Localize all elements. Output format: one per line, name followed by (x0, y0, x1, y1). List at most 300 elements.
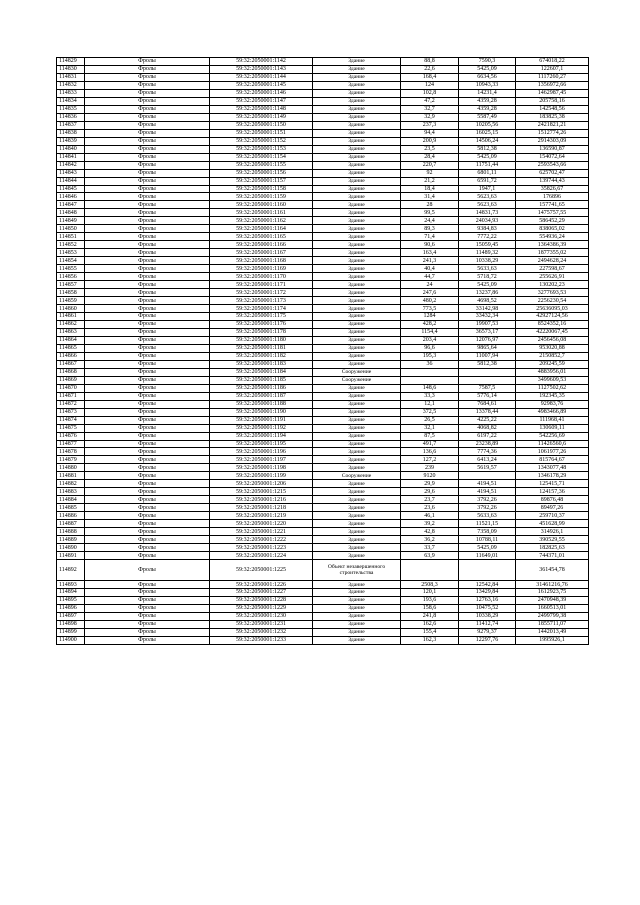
row-number-cell: 114845 (57, 185, 85, 193)
cadastral-value-cell: 3277693,53 (516, 289, 589, 297)
object-type-cell: Здание (313, 440, 401, 448)
settlement-cell: Фролы (85, 161, 210, 169)
object-type-cell: Здание (313, 58, 401, 66)
area-cell: 26,5 (401, 416, 459, 424)
settlement-cell: Фролы (85, 368, 210, 376)
area-cell: 28 (401, 201, 459, 209)
settlement-cell: Фролы (85, 464, 210, 472)
area-cell: 24,4 (401, 217, 459, 225)
object-type-cell: Здание (313, 416, 401, 424)
area-cell: 22,6 (401, 65, 459, 73)
area-cell: 96,6 (401, 344, 459, 352)
settlement-cell: Фролы (85, 320, 210, 328)
unit-cost-cell: 5623,63 (459, 193, 516, 201)
settlement-cell: Фролы (85, 384, 210, 392)
object-type-cell: Здание (313, 536, 401, 544)
row-number-cell: 114862 (57, 320, 85, 328)
cadastral-number-cell: 59:32:2050001:1157 (210, 177, 313, 185)
settlement-cell: Фролы (85, 604, 210, 612)
cadastral-number-cell: 59:32:2050001:1143 (210, 65, 313, 73)
area-cell: 32,9 (401, 113, 459, 121)
settlement-cell: Фролы (85, 589, 210, 597)
settlement-cell: Фролы (85, 193, 210, 201)
object-type-cell: Здание (313, 121, 401, 129)
settlement-cell: Фролы (85, 225, 210, 233)
area-cell: 12,1 (401, 400, 459, 408)
cadastral-value-cell: 1660513,01 (516, 604, 589, 612)
area-cell: 195,3 (401, 352, 459, 360)
settlement-cell: Фролы (85, 360, 210, 368)
settlement-cell: Фролы (85, 416, 210, 424)
object-type-cell: Здание (313, 448, 401, 456)
object-type-cell: Здание (313, 297, 401, 305)
table-row (57, 408, 589, 416)
cadastral-value-cell: 1346178,29 (516, 472, 589, 480)
settlement-cell: Фролы (85, 352, 210, 360)
cadastral-value-cell: 192345,35 (516, 392, 589, 400)
unit-cost-cell: 4194,51 (459, 488, 516, 496)
table-row (57, 360, 589, 368)
settlement-cell: Фролы (85, 129, 210, 137)
row-number-cell: 114843 (57, 169, 85, 177)
object-type-cell: Здание (313, 65, 401, 73)
area-cell: 33,3 (401, 392, 459, 400)
table-row (57, 297, 589, 305)
settlement-cell: Фролы (85, 58, 210, 66)
table-row (57, 536, 589, 544)
settlement-cell: Фролы (85, 289, 210, 297)
row-number-cell: 114890 (57, 544, 85, 552)
cadastral-number-cell: 59:32:2050001:1176 (210, 320, 313, 328)
area-cell: 39,2 (401, 520, 459, 528)
cadastral-number-cell: 59:32:2050001:1149 (210, 113, 313, 121)
settlement-cell: Фролы (85, 620, 210, 628)
unit-cost-cell: 4225,22 (459, 416, 516, 424)
unit-cost-cell: 16025,15 (459, 129, 516, 137)
settlement-cell: Фролы (85, 153, 210, 161)
object-type-cell: Здание (313, 328, 401, 336)
area-cell: 237,3 (401, 121, 459, 129)
object-type-cell: Здание (313, 464, 401, 472)
cadastral-value-cell: 2593543,66 (516, 161, 589, 169)
table-row (57, 432, 589, 440)
table-row (57, 604, 589, 612)
area-cell: 42,8 (401, 528, 459, 536)
cadastral-number-cell: 59:32:2050001:1148 (210, 105, 313, 113)
cadastral-number-cell: 59:32:2050001:1156 (210, 169, 313, 177)
table-row (57, 520, 589, 528)
row-number-cell: 114873 (57, 408, 85, 416)
cadastral-value-cell: 2256230,54 (516, 297, 589, 305)
object-type-cell: Сооружение (313, 472, 401, 480)
table-row (57, 257, 589, 265)
cadastral-number-cell: 59:32:2050001:1180 (210, 336, 313, 344)
object-type-cell: Здание (313, 177, 401, 185)
object-type-cell: Здание (313, 620, 401, 628)
cadastral-value-cell: 1364386,39 (516, 241, 589, 249)
row-number-cell: 114836 (57, 113, 85, 121)
table-row (57, 328, 589, 336)
row-number-cell: 114859 (57, 297, 85, 305)
cadastral-value-cell: 157741,65 (516, 201, 589, 209)
unit-cost-cell: 5812,38 (459, 360, 516, 368)
cadastral-value-cell: 136590,87 (516, 145, 589, 153)
table-row (57, 344, 589, 352)
row-number-cell: 114854 (57, 257, 85, 265)
unit-cost-cell (459, 560, 516, 581)
settlement-cell: Фролы (85, 137, 210, 145)
settlement-cell: Фролы (85, 169, 210, 177)
settlement-cell: Фролы (85, 265, 210, 273)
cadastral-value-cell: 674018,22 (516, 58, 589, 66)
settlement-cell: Фролы (85, 472, 210, 480)
row-number-cell: 114872 (57, 400, 85, 408)
object-type-cell: Здание (313, 241, 401, 249)
object-type-cell: Здание (313, 129, 401, 137)
unit-cost-cell: 5619,57 (459, 464, 516, 472)
table-row (57, 273, 589, 281)
row-number-cell: 114844 (57, 177, 85, 185)
cadastral-value-cell: 154072,64 (516, 153, 589, 161)
cadastral-value-cell: 42927124,56 (516, 313, 589, 321)
area-cell: 148,6 (401, 384, 459, 392)
unit-cost-cell (459, 376, 516, 384)
cadastral-value-cell: 361454,78 (516, 560, 589, 581)
cadastral-number-cell: 59:32:2050001:1206 (210, 480, 313, 488)
cadastral-number-cell: 59:32:2050001:1169 (210, 265, 313, 273)
object-type-cell: Здание (313, 352, 401, 360)
settlement-cell: Фролы (85, 432, 210, 440)
row-number-cell: 114833 (57, 89, 85, 97)
cadastral-number-cell: 59:32:2050001:1165 (210, 233, 313, 241)
area-cell: 23,7 (401, 496, 459, 504)
row-number-cell: 114899 (57, 628, 85, 636)
object-type-cell: Здание (313, 589, 401, 597)
row-number-cell: 114887 (57, 520, 85, 528)
settlement-cell: Фролы (85, 528, 210, 536)
object-type-cell: Здание (313, 281, 401, 289)
row-number-cell: 114888 (57, 528, 85, 536)
object-type-cell: Здание (313, 193, 401, 201)
settlement-cell: Фролы (85, 249, 210, 257)
area-cell: 491,7 (401, 440, 459, 448)
cadastral-number-cell: 59:32:2050001:1154 (210, 153, 313, 161)
row-number-cell: 114841 (57, 153, 85, 161)
area-cell: 23,5 (401, 145, 459, 153)
row-number-cell: 114897 (57, 612, 85, 620)
cadastral-number-cell: 59:32:2050001:1225 (210, 560, 313, 581)
row-number-cell: 114851 (57, 233, 85, 241)
unit-cost-cell: 14831,73 (459, 209, 516, 217)
cadastral-number-cell: 59:32:2050001:1192 (210, 424, 313, 432)
table-row (57, 392, 589, 400)
cadastral-number-cell: 59:32:2050001:1231 (210, 620, 313, 628)
settlement-cell: Фролы (85, 596, 210, 604)
object-type-cell: Здание (313, 289, 401, 297)
cadastral-value-cell: 122607,1 (516, 65, 589, 73)
table-row (57, 352, 589, 360)
object-type-cell: Здание (313, 201, 401, 209)
cadastral-value-cell: 111968,41 (516, 416, 589, 424)
cadastral-value-cell: 1462987,45 (516, 89, 589, 97)
area-cell: 1284 (401, 313, 459, 321)
unit-cost-cell: 6413,24 (459, 456, 516, 464)
settlement-cell: Фролы (85, 392, 210, 400)
table-row (57, 596, 589, 604)
cadastral-number-cell: 59:32:2050001:1233 (210, 636, 313, 644)
unit-cost-cell: 12297,76 (459, 636, 516, 644)
cadastral-value-cell: 625702,47 (516, 169, 589, 177)
table-row (57, 552, 589, 560)
row-number-cell: 114865 (57, 344, 85, 352)
area-cell: 162,3 (401, 636, 459, 644)
unit-cost-cell: 7358,09 (459, 528, 516, 536)
settlement-cell: Фролы (85, 281, 210, 289)
cadastral-value-cell: 815764,67 (516, 456, 589, 464)
area-cell: 1154,4 (401, 328, 459, 336)
cadastral-number-cell: 59:32:2050001:1195 (210, 440, 313, 448)
object-type-cell: Здание (313, 432, 401, 440)
table-row (57, 589, 589, 597)
object-type-cell: Здание (313, 73, 401, 81)
row-number-cell: 114869 (57, 376, 85, 384)
area-cell: 428,2 (401, 320, 459, 328)
settlement-cell: Фролы (85, 273, 210, 281)
table-row (57, 281, 589, 289)
table-row (57, 185, 589, 193)
table-row (57, 472, 589, 480)
row-number-cell: 114860 (57, 305, 85, 313)
settlement-cell: Фролы (85, 113, 210, 121)
settlement-cell: Фролы (85, 344, 210, 352)
unit-cost-cell: 7774,36 (459, 448, 516, 456)
object-type-cell: Здание (313, 97, 401, 105)
settlement-cell: Фролы (85, 628, 210, 636)
unit-cost-cell: 10338,29 (459, 612, 516, 620)
area-cell (401, 368, 459, 376)
object-type-cell: Здание (313, 520, 401, 528)
unit-cost-cell: 6634,56 (459, 73, 516, 81)
row-number-cell: 114857 (57, 281, 85, 289)
table-row (57, 376, 589, 384)
cadastral-number-cell: 59:32:2050001:1173 (210, 297, 313, 305)
area-cell (401, 560, 459, 581)
table-row (57, 448, 589, 456)
area-cell: 36 (401, 360, 459, 368)
unit-cost-cell: 9865,64 (459, 344, 516, 352)
settlement-cell: Фролы (85, 440, 210, 448)
area-cell: 23,6 (401, 504, 459, 512)
settlement-cell: Фролы (85, 400, 210, 408)
cadastral-number-cell: 59:32:2050001:1221 (210, 528, 313, 536)
row-number-cell: 114861 (57, 313, 85, 321)
object-type-cell: Сооружение (313, 376, 401, 384)
unit-cost-cell: 10338,29 (459, 257, 516, 265)
unit-cost-cell: 4359,28 (459, 105, 516, 113)
row-number-cell: 114876 (57, 432, 85, 440)
settlement-cell: Фролы (85, 581, 210, 589)
cadastral-value-cell: 130202,23 (516, 281, 589, 289)
area-cell: 168,4 (401, 73, 459, 81)
area-cell: 33,7 (401, 544, 459, 552)
settlement-cell: Фролы (85, 376, 210, 384)
unit-cost-cell: 7590,3 (459, 58, 516, 66)
unit-cost-cell: 5425,09 (459, 65, 516, 73)
object-type-cell: Сооружение (313, 368, 401, 376)
table-row (57, 464, 589, 472)
table-row (57, 265, 589, 273)
cadastral-number-cell: 59:32:2050001:1142 (210, 58, 313, 66)
area-cell: 200,9 (401, 137, 459, 145)
object-type-cell: Здание (313, 512, 401, 520)
object-type-cell: Здание (313, 528, 401, 536)
cadastral-value-cell: 390529,55 (516, 536, 589, 544)
row-number-cell: 114832 (57, 81, 85, 89)
object-type-cell: Здание (313, 217, 401, 225)
cadastral-number-cell: 59:32:2050001:1174 (210, 305, 313, 313)
object-type-cell: Здание (313, 81, 401, 89)
cadastral-number-cell: 59:32:2050001:1229 (210, 604, 313, 612)
cadastral-number-cell: 59:32:2050001:1146 (210, 89, 313, 97)
settlement-cell: Фролы (85, 520, 210, 528)
table-row (57, 544, 589, 552)
cadastral-number-cell: 59:32:2050001:1181 (210, 344, 313, 352)
table-row (57, 153, 589, 161)
area-cell: 220,7 (401, 161, 459, 169)
object-type-cell: Здание (313, 153, 401, 161)
row-number-cell: 114892 (57, 560, 85, 581)
table-row (57, 440, 589, 448)
settlement-cell: Фролы (85, 560, 210, 581)
object-type-cell: Здание (313, 424, 401, 432)
unit-cost-cell: 36573,17 (459, 328, 516, 336)
row-number-cell: 114895 (57, 596, 85, 604)
object-type-cell: Здание (313, 628, 401, 636)
table-row (57, 424, 589, 432)
settlement-cell: Фролы (85, 424, 210, 432)
settlement-cell: Фролы (85, 544, 210, 552)
settlement-cell: Фролы (85, 512, 210, 520)
cadastral-number-cell: 59:32:2050001:1190 (210, 408, 313, 416)
cadastral-number-cell: 59:32:2050001:1223 (210, 544, 313, 552)
table-row (57, 233, 589, 241)
settlement-cell: Фролы (85, 504, 210, 512)
object-type-cell: Здание (313, 604, 401, 612)
cadastral-value-cell: 1995926,1 (516, 636, 589, 644)
row-number-cell: 114863 (57, 328, 85, 336)
cadastral-number-cell: 59:32:2050001:1150 (210, 121, 313, 129)
area-cell: 127,2 (401, 456, 459, 464)
area-cell: 2508,3 (401, 581, 459, 589)
cadastral-value-cell: 176896 (516, 193, 589, 201)
area-cell: 102,8 (401, 89, 459, 97)
unit-cost-cell: 5718,72 (459, 273, 516, 281)
cadastral-number-cell: 59:32:2050001:1144 (210, 73, 313, 81)
cadastral-value-cell: 1475757,55 (516, 209, 589, 217)
row-number-cell: 114837 (57, 121, 85, 129)
unit-cost-cell: 13237,86 (459, 289, 516, 297)
row-number-cell: 114875 (57, 424, 85, 432)
table-row (57, 73, 589, 81)
table-row (57, 480, 589, 488)
row-number-cell: 114846 (57, 193, 85, 201)
cadastral-value-cell: 8524352,16 (516, 320, 589, 328)
settlement-cell: Фролы (85, 73, 210, 81)
settlement-cell: Фролы (85, 65, 210, 73)
cadastral-number-cell: 59:32:2050001:1216 (210, 496, 313, 504)
area-cell: 203,4 (401, 336, 459, 344)
unit-cost-cell: 7772,22 (459, 233, 516, 241)
object-type-cell: Здание (313, 320, 401, 328)
area-cell: 120,1 (401, 589, 459, 597)
row-number-cell: 114840 (57, 145, 85, 153)
cadastral-number-cell: 59:32:2050001:1183 (210, 360, 313, 368)
table-row (57, 209, 589, 217)
unit-cost-cell: 19907,53 (459, 320, 516, 328)
unit-cost-cell: 33142,98 (459, 305, 516, 313)
area-cell: 480,2 (401, 297, 459, 305)
cadastral-value-cell: 1061977,26 (516, 448, 589, 456)
cadastral-number-cell: 59:32:2050001:1215 (210, 488, 313, 496)
area-cell: 155,4 (401, 628, 459, 636)
table-row (57, 488, 589, 496)
cadastral-value-cell: 4883956,01 (516, 368, 589, 376)
object-type-cell: Здание (313, 257, 401, 265)
cadastral-value-cell: 183825,38 (516, 113, 589, 121)
unit-cost-cell: 7684,61 (459, 400, 516, 408)
object-type-cell: Здание (313, 113, 401, 121)
area-cell: 71,4 (401, 233, 459, 241)
unit-cost-cell: 11007,94 (459, 352, 516, 360)
row-number-cell: 114831 (57, 73, 85, 81)
row-number-cell: 114893 (57, 581, 85, 589)
settlement-cell: Фролы (85, 97, 210, 105)
settlement-cell: Фролы (85, 536, 210, 544)
unit-cost-cell: 1947,1 (459, 185, 516, 193)
cadastral-value-cell: 11426560,6 (516, 440, 589, 448)
area-cell: 193,6 (401, 596, 459, 604)
row-number-cell: 114842 (57, 161, 85, 169)
cadastral-value-cell: 89497,26 (516, 504, 589, 512)
object-type-cell: Здание (313, 265, 401, 273)
cadastral-value-cell: 542256,69 (516, 432, 589, 440)
cadastral-number-cell: 59:32:2050001:1178 (210, 328, 313, 336)
settlement-cell: Фролы (85, 496, 210, 504)
area-cell: 99,5 (401, 209, 459, 217)
object-type-cell: Объект незавершенного строительства (313, 560, 401, 581)
object-type-cell: Здание (313, 305, 401, 313)
cadastral-value-cell: 1877355,02 (516, 249, 589, 257)
cadastral-number-cell: 59:32:2050001:1161 (210, 209, 313, 217)
object-type-cell: Здание (313, 504, 401, 512)
table-row (57, 145, 589, 153)
table-row (57, 81, 589, 89)
settlement-cell: Фролы (85, 408, 210, 416)
area-cell: 88,8 (401, 58, 459, 66)
cadastral-value-cell: 42220067,45 (516, 328, 589, 336)
cadastral-number-cell: 59:32:2050001:1145 (210, 81, 313, 89)
row-number-cell: 114896 (57, 604, 85, 612)
settlement-cell: Фролы (85, 328, 210, 336)
table-row (57, 416, 589, 424)
cadastral-value-cell: 1117260,27 (516, 73, 589, 81)
cadastral-value-cell: 1855711,07 (516, 620, 589, 628)
cadastral-number-cell: 59:32:2050001:1152 (210, 137, 313, 145)
row-number-cell: 114866 (57, 352, 85, 360)
row-number-cell: 114884 (57, 496, 85, 504)
settlement-cell: Фролы (85, 81, 210, 89)
object-type-cell: Здание (313, 408, 401, 416)
